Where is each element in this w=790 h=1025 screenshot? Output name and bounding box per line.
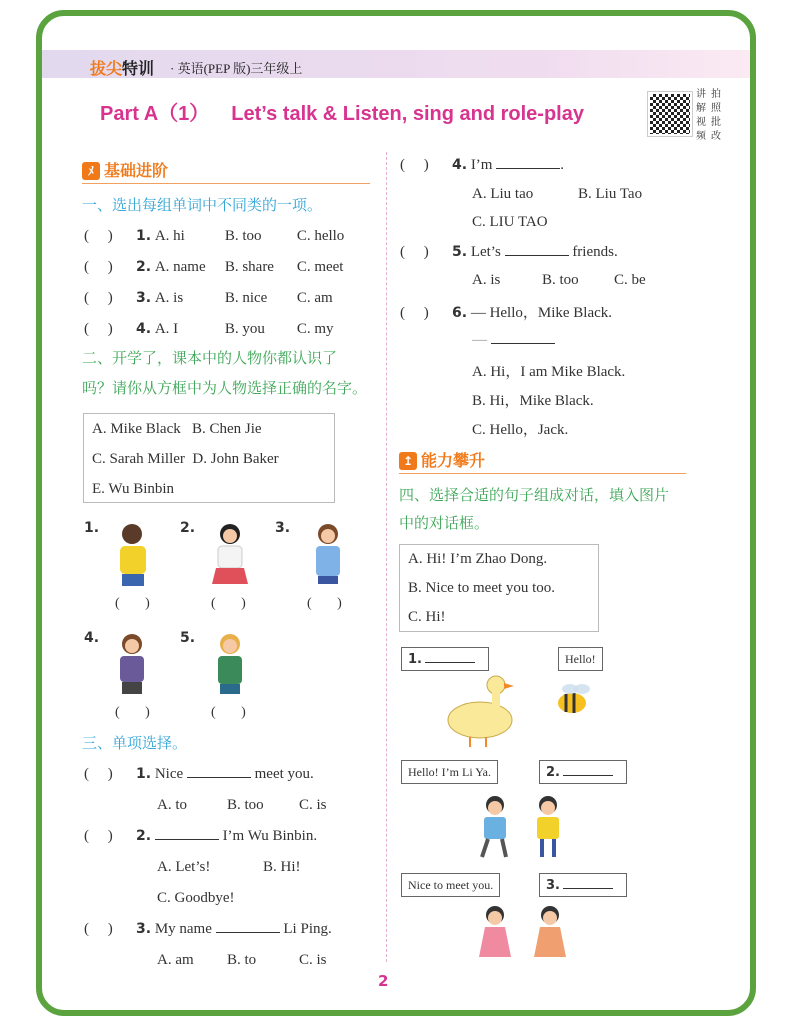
girl-2-illustration <box>534 906 566 957</box>
dialog-options-box: A. Hi! I’m Zhao Dong. B. Nice to meet you too. C. Hi! <box>399 544 599 632</box>
qr-code[interactable] <box>648 92 692 136</box>
answer-paren[interactable]: ( ) <box>307 596 342 611</box>
boy-waving-illustration <box>482 796 506 857</box>
q3-options-5: A. is B. too C. be <box>472 272 646 288</box>
q1-item: ( ) 2. A. name B. share C. meet <box>84 259 344 275</box>
book-subtitle: · 英语(PEP 版)三年级上 <box>170 61 303 76</box>
q2-heading-line2: 吗？请你从方框中为人物选择正确的名字。 <box>82 379 368 397</box>
q3-item-5: ( ) 5. Let’s friends. <box>400 244 618 260</box>
q3-item-2: ( ) 2. I’m Wu Binbin. <box>84 828 318 844</box>
q3-options-1: A. to B. too C. is <box>157 797 327 813</box>
page-number: 2 <box>378 972 389 990</box>
answer-paren[interactable]: ( ) <box>115 596 150 611</box>
bee-illustration <box>558 684 590 713</box>
boy-figure-3 <box>316 524 340 584</box>
figure-number: 4. <box>84 630 100 646</box>
answer-paren[interactable]: ( ) <box>211 705 246 720</box>
q2-heading-line1: 二、开学了，课本中的人物你都认识了 <box>82 349 338 367</box>
q3-item-4: ( ) 4. I’m . <box>400 157 564 173</box>
q3-options-4a: A. Liu tao B. Liu Tao <box>472 186 643 202</box>
q1-heading: 一、选出每组单词中不同类的一项。 <box>82 196 323 214</box>
answer-paren[interactable]: ( ) <box>211 596 246 611</box>
q3-options-2a: A. Let’s! B. Hi! <box>157 859 301 875</box>
q3-item-1: ( ) 1. Nice meet you. <box>84 766 314 782</box>
girl-figure-5 <box>218 634 242 694</box>
q3-item-3: ( ) 3. My name Li Ping. <box>84 921 332 937</box>
speech-bubble-1[interactable]: 1. <box>401 647 489 671</box>
name-options-box: A. Mike Black B. Chen Jie C. Sarah Miller D. John Baker E. Wu Binbin <box>83 413 335 503</box>
q4-heading-line1: 四、选择合适的句子组成对话，填入图片 <box>399 486 670 504</box>
q3-heading: 三、单项选择。 <box>82 734 188 752</box>
boy-figure-1 <box>120 524 146 586</box>
dialog-illustrations <box>400 645 640 975</box>
q3-option-6c: C. Hello，Jack. <box>472 422 569 438</box>
speech-bubble-3[interactable]: 3. <box>539 873 627 897</box>
figure-number: 3. <box>275 520 291 536</box>
duck-illustration <box>448 676 514 747</box>
q4-heading-line2: 中的对话框。 <box>399 514 490 532</box>
figure-number: 5. <box>180 630 196 646</box>
climb-icon: ↥ <box>399 452 417 470</box>
q3-options-3: A. am B. to C. is <box>157 952 327 968</box>
page-title: Part A（1） Let’s talk & Listen, sing and role-play <box>100 103 584 125</box>
section-advanced: ↥ 能力攀升 <box>399 448 686 474</box>
boy-2-illustration <box>537 796 559 857</box>
figure-number: 2. <box>180 520 196 536</box>
column-divider <box>386 152 387 962</box>
speech-bubble-2[interactable]: 2. <box>539 760 627 784</box>
section-basic: ﾒ 基础进阶 <box>82 158 370 184</box>
girl-figure-2 <box>212 524 248 584</box>
figure-number: 1. <box>84 520 100 536</box>
q1-item: ( ) 3. A. is B. nice C. am <box>84 290 333 306</box>
boy-figure-4 <box>120 634 144 694</box>
speech-bubble-hello: Hello! <box>558 647 603 671</box>
qr-caption: 讲 拍 解 照 视 批 频 改 <box>696 89 721 142</box>
q3-options-4b: C. LIU TAO <box>472 214 548 230</box>
q3-reply-line: — <box>472 332 555 349</box>
speech-bubble-nice: Nice to meet you. <box>401 873 500 897</box>
girl-1-illustration <box>479 906 511 957</box>
q3-item-6: ( ) 6. — Hello，Mike Black. <box>400 305 613 321</box>
brand-logo: 拔尖特训 <box>90 59 155 78</box>
q3-option-6a: A. Hi，I am Mike Black. <box>472 364 626 380</box>
q3-options-2b: C. Goodbye! <box>157 890 235 906</box>
q1-item: ( ) 1. A. hi B. too C. hello <box>84 228 345 244</box>
q3-option-6b: B. Hi，Mike Black. <box>472 393 594 409</box>
runner-icon: ﾒ <box>82 162 100 180</box>
answer-paren[interactable]: ( ) <box>115 705 150 720</box>
speech-bubble-liya: Hello! I’m Li Ya. <box>401 760 498 784</box>
q1-item: ( ) 4. A. I B. you C. my <box>84 321 334 337</box>
